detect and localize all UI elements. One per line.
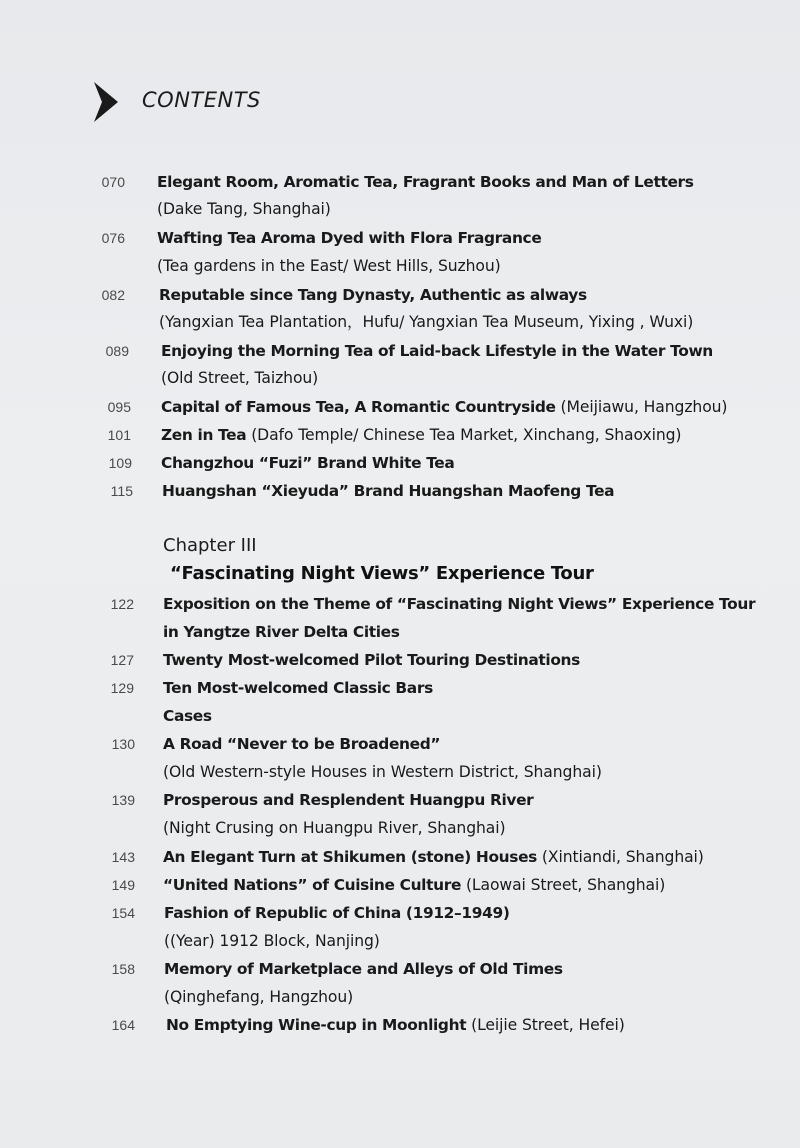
page-number: 129: [110, 680, 134, 696]
entry-title: Changzhou “Fuzi” Brand White Tea: [161, 454, 455, 472]
entry-title: A Road “Never to be Broadened”: [163, 735, 441, 753]
entry-title: No Emptying Wine-cup in Moonlight: [166, 1016, 467, 1034]
entry-subtitle: (Qinghefang, Hangzhou): [164, 988, 354, 1006]
entry-subtitle: (Dake Tang, Shanghai): [157, 200, 331, 218]
page-number: 095: [107, 399, 131, 415]
entry-location: (Dafo Temple/ Chinese Tea Market, Xinchang, Shaoxing): [251, 426, 682, 444]
chevron-right-icon: [92, 82, 122, 122]
page-number: 101: [107, 427, 131, 443]
chapter-title: “Fascinating Night Views” Experience Tour: [170, 563, 594, 584]
page-number: 070: [101, 174, 125, 190]
entry-title-continued: in Yangtze River Delta Cities: [163, 623, 400, 641]
cases-label: Cases: [163, 707, 212, 725]
chapter-label: Chapter III: [163, 535, 257, 556]
page-number: 154: [111, 905, 135, 921]
entry-subtitle: (Tea gardens in the East/ West Hills, Suzhou): [157, 257, 501, 275]
entry-title: Fashion of Republic of China (1912–1949): [164, 904, 510, 922]
page-number: 130: [111, 736, 135, 752]
entry-location: (Meijiawu, Hangzhou): [560, 398, 728, 416]
entry-title: Twenty Most-welcomed Pilot Touring Destinations: [163, 651, 580, 669]
page-number: 158: [111, 961, 135, 977]
entry-title: Ten Most-welcomed Classic Bars: [163, 679, 433, 697]
entry-title: Elegant Room, Aromatic Tea, Fragrant Books and Man of Letters: [157, 173, 694, 191]
entry-subtitle: (Yangxian Tea Plantation，Hufu/ Yangxian Tea Museum, Yixing , Wuxi): [159, 313, 694, 331]
entry-title: Prosperous and Resplendent Huangpu River: [163, 791, 534, 809]
entry-title: Exposition on the Theme of “Fascinating Night Views” Experience Tour: [163, 595, 756, 613]
page-number: 139: [111, 792, 135, 808]
entry-location: (Xintiandi, Shanghai): [541, 848, 704, 866]
contents-title: CONTENTS: [142, 88, 261, 112]
page-number: 115: [110, 483, 133, 499]
entry-title: Reputable since Tang Dynasty, Authentic as always: [159, 286, 587, 304]
entry-title: “United Nations” of Cuisine Culture: [163, 876, 462, 894]
page-number: 164: [111, 1017, 135, 1033]
entry-title: An Elegant Turn at Shikumen (stone) Houses: [163, 848, 537, 866]
page-number: 082: [101, 287, 125, 303]
entry-subtitle: (Old Western-style Houses in Western District, Shanghai): [163, 763, 602, 781]
entry-title: Wafting Tea Aroma Dyed with Flora Fragrance: [157, 229, 542, 247]
page-number: 127: [110, 652, 134, 668]
page-number: 109: [108, 455, 132, 471]
entry-subtitle: (Old Street, Taizhou): [161, 369, 319, 387]
entry-subtitle: (Night Crusing on Huangpu River, Shanghai): [163, 819, 506, 837]
page-number: 076: [101, 230, 125, 246]
entry-title: Capital of Famous Tea, A Romantic Countryside: [161, 398, 556, 416]
entry-location: (Laowai Street, Shanghai): [465, 876, 666, 894]
page-number: 122: [110, 596, 134, 612]
page-number: 089: [105, 343, 129, 359]
entry-title: Memory of Marketplace and Alleys of Old Times: [164, 960, 563, 978]
page-number: 149: [111, 877, 135, 893]
entry-title: Zen in Tea: [161, 426, 247, 444]
entry-title: Enjoying the Morning Tea of Laid-back Lifestyle in the Water Town: [161, 342, 713, 360]
entry-title: Huangshan “Xieyuda” Brand Huangshan Maofeng Tea: [162, 482, 615, 500]
page-number: 143: [111, 849, 135, 865]
entry-subtitle: ((Year) 1912 Block, Nanjing): [164, 932, 380, 950]
entry-location: (Leijie Street, Hefei): [471, 1016, 625, 1034]
